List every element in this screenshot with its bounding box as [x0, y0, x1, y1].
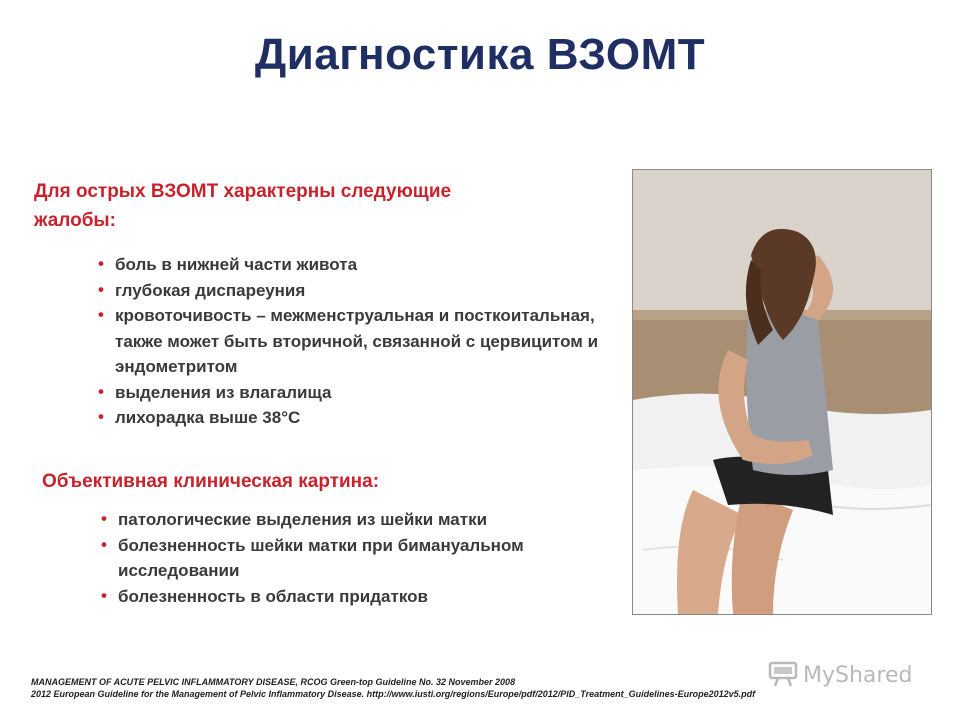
clinical-picture-heading: Объективная клиническая картина: [42, 471, 380, 492]
clinical-picture-list [99, 507, 619, 609]
bullet-icon: • [101, 534, 107, 554]
list-item-text: болезненность шейки матки при бимануальном исследовании [118, 535, 524, 580]
bullet-icon: • [98, 381, 104, 401]
complaints-heading: Для острых ВЗОМТ характерны следующие жалобы: [34, 181, 452, 231]
list-item [96, 405, 621, 431]
complaints-list [96, 252, 621, 431]
list-item [96, 380, 621, 406]
watermark-logo [768, 658, 928, 692]
list-item [99, 533, 619, 584]
list-item [96, 278, 621, 304]
bullet-icon: • [101, 509, 107, 528]
list-item-text: патологические выделения из шейки матки [118, 510, 488, 529]
bullet-icon: • [98, 279, 104, 299]
list-item-text: боль в нижней части живота [115, 255, 358, 274]
list-item-text: лихорадка выше 38°С [115, 408, 301, 427]
reference-1: MANAGEMENT OF ACUTE PELVIC INFLAMMATORY DISEASE, RCOG Green-top Guideline No. 32 November 2008 [31, 677, 516, 687]
list-item [96, 303, 621, 380]
woman-photo [632, 169, 932, 615]
list-item-text: выделения из влагалища [115, 382, 332, 402]
list-item [96, 252, 621, 278]
list-item-text: кровоточивость – межменструальная и посткоитальная, также может быть вторичной, связанной с цервицитом и эндометритом [115, 306, 599, 376]
list-item [99, 584, 619, 610]
watermark-text: MyShared [803, 662, 913, 688]
list-item [99, 507, 619, 533]
reference-2: 2012 European Guideline for the Management of Pelvic Inflammatory Disease. http://www.iusti.org/regions/Europe/pdf/2012/PID_Treatment_Guidelines-Europe2012v5.pdf [31, 689, 756, 699]
bullet-icon: • [98, 305, 104, 324]
bullet-icon: • [101, 585, 107, 605]
list-item-text: болезненность в области придатков [118, 586, 428, 606]
projector-icon [768, 659, 798, 692]
bullet-icon: • [98, 407, 104, 426]
slide-title: Диагностика ВЗОМТ [254, 30, 706, 79]
list-item-text: глубокая диспареуния [115, 280, 306, 300]
bullet-icon: • [98, 254, 104, 273]
